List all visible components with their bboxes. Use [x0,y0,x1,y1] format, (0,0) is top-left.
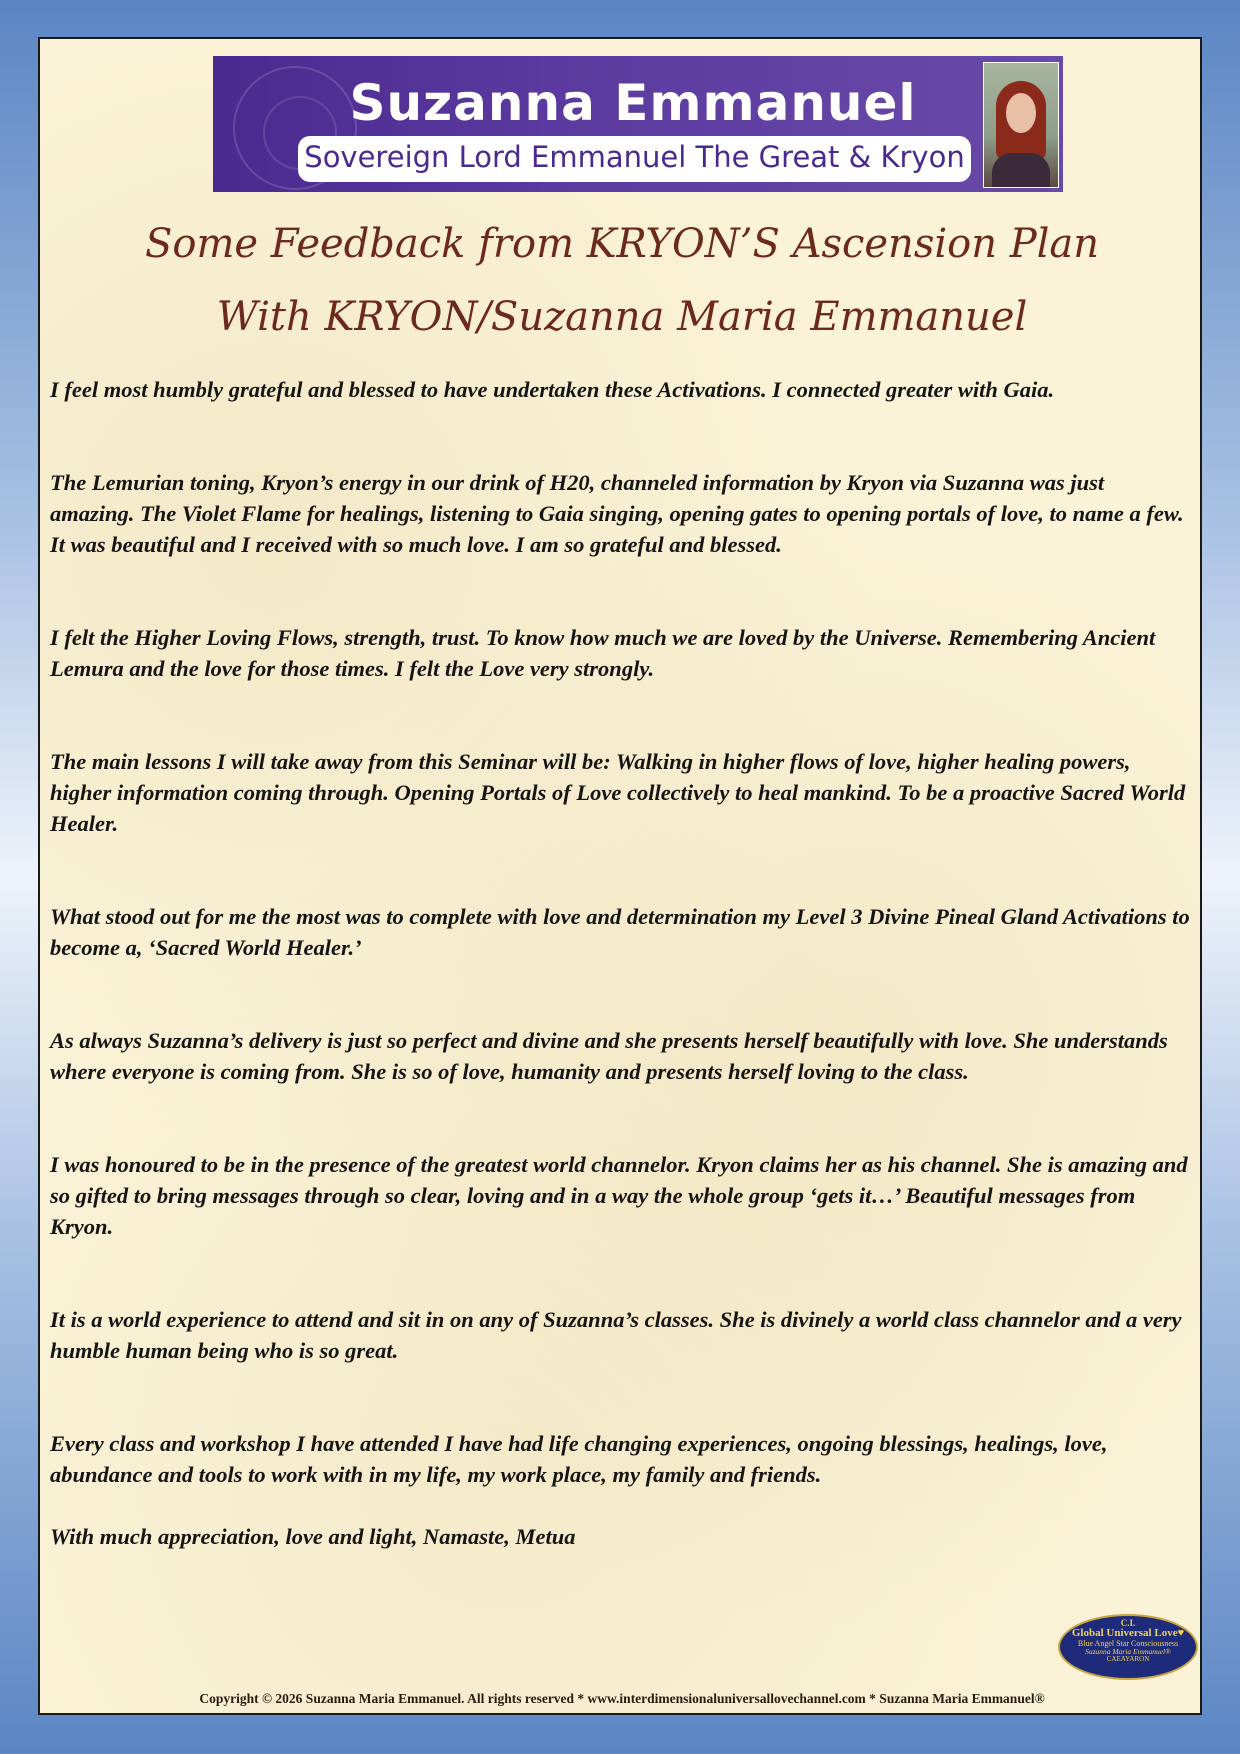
feedback-paragraph: I felt the Higher Loving Flows, strength, trust. To know how much we are loved by the Universe. Remembering Ancient Lemura and the love for those times. I felt the Love very strongly. [50,625,1156,681]
feedback-paragraph: I feel most humbly grateful and blessed to have undertaken these Activations. I connected greater with Gaia. [50,377,1055,402]
feedback-paragraph: What stood out for me the most was to complete with love and determination my Level 3 Divine Pineal Gland Activations to become a, ‘Sacred World Healer.’ [50,904,1190,960]
global-universal-love-seal [1058,1614,1198,1680]
portrait-photo [983,62,1059,188]
seal-line: C.I. [1120,1618,1136,1628]
page-title-line-1: Some Feedback from KRYON’S Ascension Plan [144,221,1100,267]
seal-line: Global Universal Love♥ [1071,1627,1185,1640]
page-title-line-2: With KRYON/Suzanna Maria Emmanuel [216,294,1028,340]
seal-line: Suzanna Maria Emmanuel® [1085,1647,1171,1657]
document-page [38,37,1202,1715]
feedback-paragraph: Every class and workshop I have attended I have had life changing experiences, ongoing blessings, healings, love, abundance and tools to work with in my life, my work place, my family and friends. [50,1431,1108,1487]
feedback-paragraph: It is a world experience to attend and sit in on any of Suzanna’s classes. She is divinely a world class channelor and a very humble human being who is so great. [50,1307,1182,1363]
copyright-footer: Copyright © 2026 Suzanna Maria Emmanuel. All rights reserved * www.interdimensionaluniversallovechannel.com * Suzanna Maria Emmanuel® [199,1691,1045,1706]
feedback-paragraph: As always Suzanna’s delivery is just so perfect and divine and she presents herself beautifully with love. She understands where everyone is coming from. She is so of love, humanity and presents herself loving to the class. [50,1028,1168,1084]
feedback-paragraph: The main lessons I will take away from this Seminar will be: Walking in higher flows of love, higher healing powers, higher information coming through. Opening Portals of Love collectively to heal mankind. To be a proactive Sacred World Healer. [50,749,1186,836]
header-banner [213,56,1063,192]
feedback-signoff: With much appreciation, love and light, Namaste, Metua [50,1524,576,1549]
feedback-paragraph: I was honoured to be in the presence of the greatest world channelor. Kryon claims her as his channel. She is amazing and so gifted to bring messages through so clear, loving and in a way the whole group ‘gets it…’ Beautiful messages from Kryon. [50,1152,1188,1239]
feedback-list [50,374,1190,1552]
banner-subtitle: Sovereign Lord Emmanuel The Great & Kryon [304,140,965,174]
banner-name: Suzanna Emmanuel [349,74,917,132]
seal-line: CAEAYARON [1106,1655,1150,1664]
seal-line: Blue Angel Star Consciousness [1077,1638,1179,1648]
feedback-paragraph: The Lemurian toning, Kryon’s energy in our drink of H20, channeled information by Kryon via Suzanna was just amazing. The Violet Flame for healings, listening to Gaia singing, opening gates to opening portals of love, to name a few. It was beautiful and I received with so much love. I am so grateful and blessed. [50,470,1184,557]
